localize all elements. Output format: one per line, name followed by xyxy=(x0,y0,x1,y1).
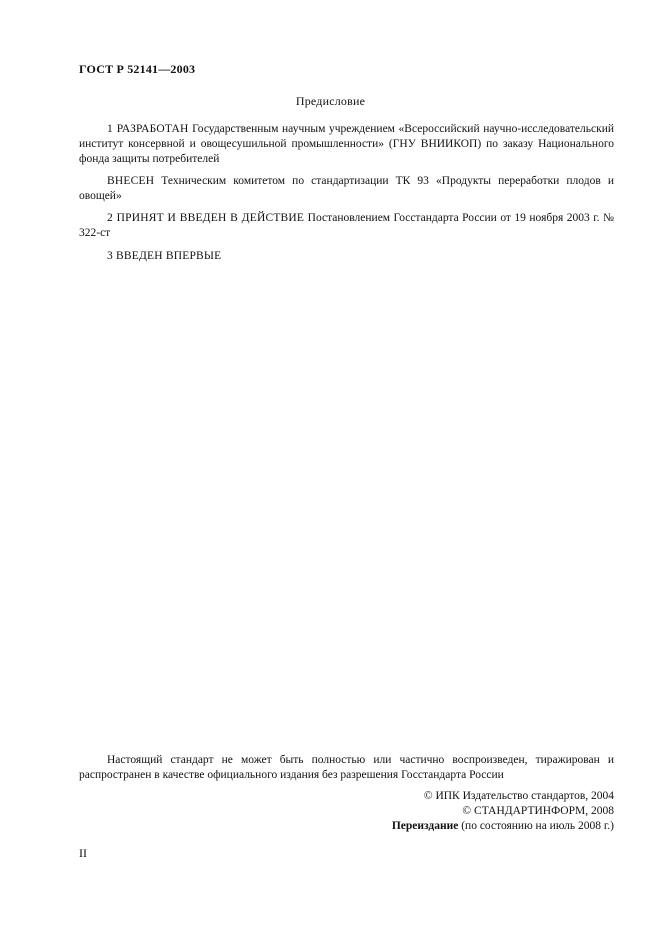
copyright-line-standartinform: © СТАНДАРТИНФОРМ, 2008 xyxy=(462,805,614,817)
foreword-item-first-introduced xyxy=(79,249,614,264)
reproduction-notice: Настоящий стандарт не может быть полностью или частично воспроизведен, тиражирован и распространен в качестве официального издания без разрешения Госстандарта России xyxy=(79,754,614,781)
item-lead: 1 РАЗРАБОТАН xyxy=(107,123,189,135)
page-number: II xyxy=(79,846,87,860)
foreword-item-developed xyxy=(79,122,614,167)
reissue-note: (по состоянию на июль 2008 г.) xyxy=(458,820,614,832)
item-lead: 2 ПРИНЯТ И ВВЕДЕН В ДЕЙСТВИЕ xyxy=(107,212,305,224)
foreword-title: Предисловие xyxy=(295,94,366,108)
copyright-line-ipk: © ИПК Издательство стандартов, 2004 xyxy=(423,790,614,802)
standard-code-header: ГОСТ Р 52141—2003 xyxy=(79,62,196,76)
item-text: Постановлением Госстандарта России от 19 ноября 2003 г. № 322-ст xyxy=(79,212,614,239)
copyright-block xyxy=(392,789,614,834)
foreword-item-introduced xyxy=(79,174,614,204)
reissue-label: Переиздание xyxy=(391,820,459,832)
item-text: Государственным научным учреждением «Всероссийский научно-исследовательский институт консервной и овощесушильной промышленности» (ГНУ ВНИИКОП) по заказу Национального фонда защиты потребителей xyxy=(79,123,615,165)
item-lead: ВНЕСЕН xyxy=(107,175,155,187)
foreword-item-adopted xyxy=(79,211,614,241)
item-lead: 3 ВВЕДЕН ВПЕРВЫЕ xyxy=(107,250,222,262)
reissue-line xyxy=(392,819,614,834)
item-text: Техническим комитетом по стандартизации ТК 93 «Продукты переработки плодов и овощей» xyxy=(79,175,614,202)
